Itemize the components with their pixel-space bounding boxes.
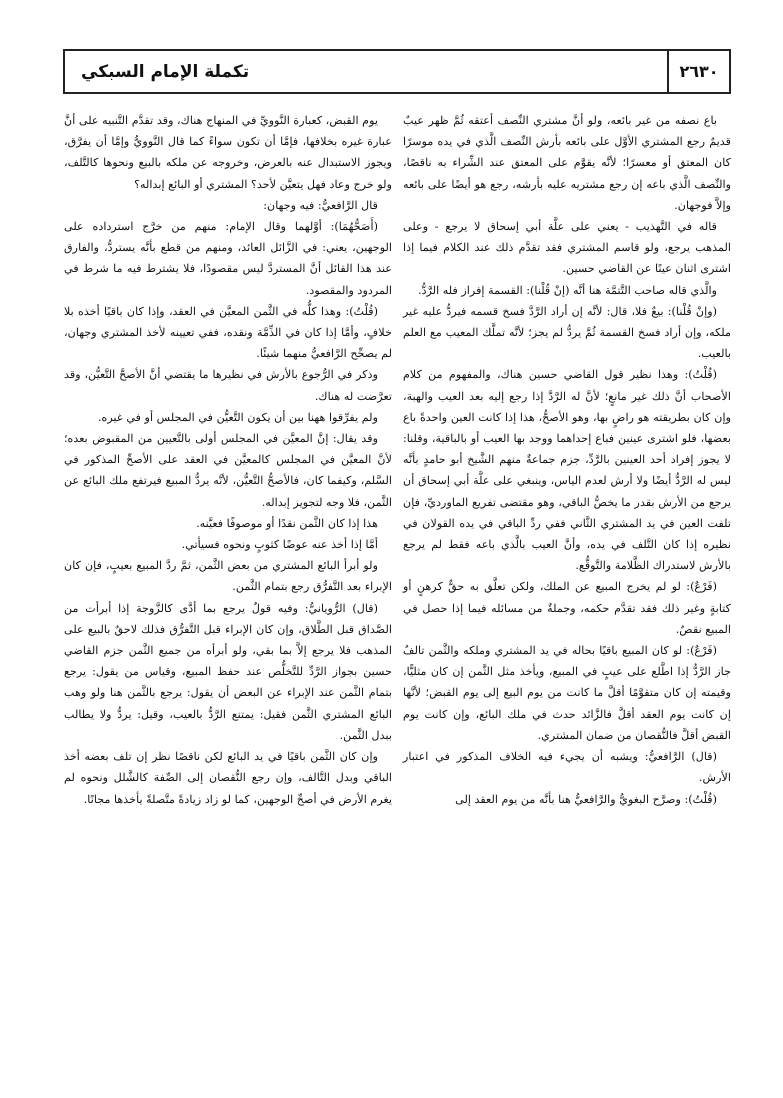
paragraph: والَّذي قاله صاحب التَّتمَّة هنا أنَّه (إنْ قُلْنا): القسمة إفراز فله الرَّدُّ. [418, 283, 717, 297]
page-header [63, 49, 731, 94]
paragraph: أمَّا إذا أخذ عنه عوضًا كثوبٍ ونحوه فسيأتي. [181, 538, 378, 552]
running-title: تكملة الإمام السبكي [81, 61, 250, 82]
paragraph: وقد يقال: إنَّ المعيَّن في المجلس أولى بالتَّعيين من المقبوض بعده؛ لأنَّ المعيَّن في المجلس كالمعيَّن في العقد على الأصحِّ المذكور في السَّلم، وكيفما كان، فالأصحُّ التَّعيُّن، لأنَّه يردُّ المبيع فيرتفع ملك البائع عن الثَّمن، فلا وجه لتجويز إبداله. [64, 432, 392, 509]
paragraph: (قال) الرُّويانيُّ: وفيه قولٌ يرجع بما أدَّى كالزَّوجة إذا أبرأت من الصَّداق قبل الطَّلاق، وإن كان الإبراء قبل التَّفرُّق فذلك لاحقٌ بالبيع على المذهب فلا يرجع إلاَّ بما بقي، ولو أبرأه من جميع الثَّمن جزم القاضي حسين بجواز الرَّدِّ للتَّخلُّص عند حفظ المبيع، وقياس من يقول: يرجع بتمام الثَّمن عند الإبراء عن البعض أن يقول: يرجع بالثَّمن هنا ولو وهب البائع المشتري الثَّمن فقيل: يمتنع الرَّدُّ بالعيب، وقيل: يردُّ ولا يطالب ببدل الثَّمن. [64, 601, 392, 742]
paragraph: وذكر في الرُّجوع بالأرش في نظيرها ما يقتضي أنَّ الأصحَّ التَّعيُّن، وقد تعرَّضت له هناك. [64, 368, 392, 403]
paragraph: ولو أبرأ البائع المشتري من بعض الثَّمن، ثمَّ ردَّ المبيع بعيبٍ، فإن كان الإبراء بعد التَّفرُّق رجع بتمام الثَّمن. [64, 559, 392, 594]
paragraph: قاله في التَّهذيب - يعني على علَّة أبي إسحاق لا يرجع - وعلى المذهب يرجع، ولو قاسم المشتري فقد تقدَّم ذلك عند الكلام فيما إذا اشترى اثنان عينًا عن القاضي حسين. [403, 220, 731, 276]
right-text-column [403, 110, 731, 810]
left-text-column [64, 110, 392, 810]
paragraph: ولم يفرِّقوا ههنا بين أن يكون التَّعيُّن في المجلس أو في غيره. [97, 410, 378, 424]
paragraph: (قُلْتُ): وهذا كلُّه في الثَّمن المعيَّن في العقد، وإذا كان باقيًا أخذه بلا خلافٍ، وأمَّا إذا كان في الذِّمَّة ونقده، ففي تعيينه لأخذ المشتري وجهان، لم يصحِّح الرَّافعيُّ منهما شيئًا. [64, 304, 392, 361]
paragraph: (أَصَحُّهُمَا): أوَّلهما وقال الإمام: منهم من خرَّج استرداده على الوجهين، يعني: في الزَّائل العائد، ومنهم من قطع بأنَّه يستردُّ، والفارق عند هذا القائل أنَّ المستردَّ ليس مقصودًا، فلا يشترط فيه ما شرط في المردود والمقصود. [64, 220, 392, 297]
paragraph: (قال) الرَّافعيُّ: ويشبه أن يجيء فيه الخلاف المذكور في اعتبار الأرش. [403, 750, 731, 785]
paragraph: وإن كان الثَّمن باقيًا في يد البائع لكن ناقصًا نظر إن تلف بعضه أخذ الباقي وبدل التَّالف، وإن رجع النُّقصان إلى الصِّفة كالشَّلل ونحوه لم يغرم الأرض في أصحِّ الوجهين، كما لو زاد زيادةً متَّصلةً يأخذها مجانًا. [64, 750, 392, 806]
paragraph: هذا إذا كان الثَّمن نقدًا أو موصوفًا فعيَّنه. [196, 516, 378, 530]
paragraph: (فَرْعٌ): لو لم يخرج المبيع عن الملك، ولكن تعلَّق به حقٌّ كرهنٍ أو كتابةٍ وغير ذلك فقد تقدَّم حكمه، وجملةٌ من مسائله فيما إذا حصل في المبيع نقصٌ. [403, 580, 731, 636]
paragraph: قال الرَّافعيُّ: فيه وجهان: [263, 198, 378, 212]
page-number: ٢٦٣٠ [667, 51, 729, 92]
paragraph: (قُلْتُ): وهذا نظير قول القاضي حسين هناك، والمفهوم من كلام الأصحاب أنَّ ذلك غير مانعٍ؛ لأنَّ له الرَّدَّ إذا رجع إليه بعد العيب والهبة، وإن كان بطريقته هو راضٍ بها، وهو الأصحُّ، هذا إذا كانت العين واحدةً باع بعضها، فلو اشترى عينين فباع إحداهما ووجد بها العيب أو بالباقية، وقلنا: لا يجوز إفراد أحد العينين بالرَّدِّ، جزم جماعةٌ منهم الشَّيخ أبو حامدٍ بأنَّه ليس له الرَّدُّ أيضًا ولا أرش لعدم الياس، وينبغي على علَّة أبي إسحاق أن يرجع من الأرش بقدر ما يخصُّ الباقي، وهو مقتضى تفريع الماورديِّ، فإن تلفت العين في يد المشتري الثَّاني ففي ردِّ الباقي في يده القولان في نظيره إذا كان التَّلف في يده، وأنَّ العيب بالَّذي باعه فقط لم يرجع بالأرش لاستدراك الظَّلامة والتَّوقُّع. [403, 368, 731, 573]
paragraph: يوم القبض، كعبارة النَّوويِّ في المنهاج هناك، وقد تقدَّم التَّنبيه على أنَّ عبارة غيره بخلافها، فإمَّا أن تكون سواءً كما قال النَّوويُّ وإمَّا أن يفرَّق، ويجوز الاستبدال عنه بالعرض، وخروجه عن ملكه بالبيع ونحوها كالتَّلف، ولو خرج وعاد فهل يتعيَّن لأحد؟ المشتري أو البائع إبداله؟ [64, 114, 392, 191]
paragraph: (قُلْتُ): وصرَّح البغويُّ والرَّافعيُّ هنا بأنَّه من يوم العقد إلى [455, 792, 717, 806]
paragraph: باع نصفه من غير بائعه، ولو أنَّ مشتري النِّصف أعتقه ثُمَّ ظهر عيبٌ قديمٌ رجع المشتري الأوَّل على بائعه بأرش النِّصف الَّذي في يده موسرًا كان المعتق أو معسرًا؛ لأنَّه يقوَّم على المعتق عند الشِّراء به ناقصًا، والنِّصف الَّذي باعه إن رجع مشتريه عليه بأرشه، رجع هو أيضًا على بائعه وإلاَّ فوجهان. [403, 114, 731, 212]
paragraph: (وإنْ قُلْنا): بيعٌ فلا، قال: لأنَّه إن أراد الرَّدَّ فسخ قسمه فيردُّ عليه غير ملكه، وإن أراد فسخ القسمة ثُمَّ يردُّ لم يجز؛ لأنَّه تملَّك المعيب مع العلم بالعيب. [403, 304, 731, 361]
paragraph: (فَرْعٌ): لو كان المبيع باقيًا بحاله في يد المشتري وملكه والثَّمن تالفٌ جاز الرَّدُّ إذا اطَّلع على عيبٍ في المبيع، ويأخذ مثل الثَّمن إن كان مثليًّا، وقيمته إن كان متقوَّمًا أقلَّ ما كانت من يوم البيع إلى يوم القبض؛ لأنَّها إن كانت يوم العقد أقلَّ فالزَّائد حدث في ملك البائع، وإن كانت يوم القبض أقلَّ فالنُّقصان من ضمان المشتري. [403, 644, 731, 742]
